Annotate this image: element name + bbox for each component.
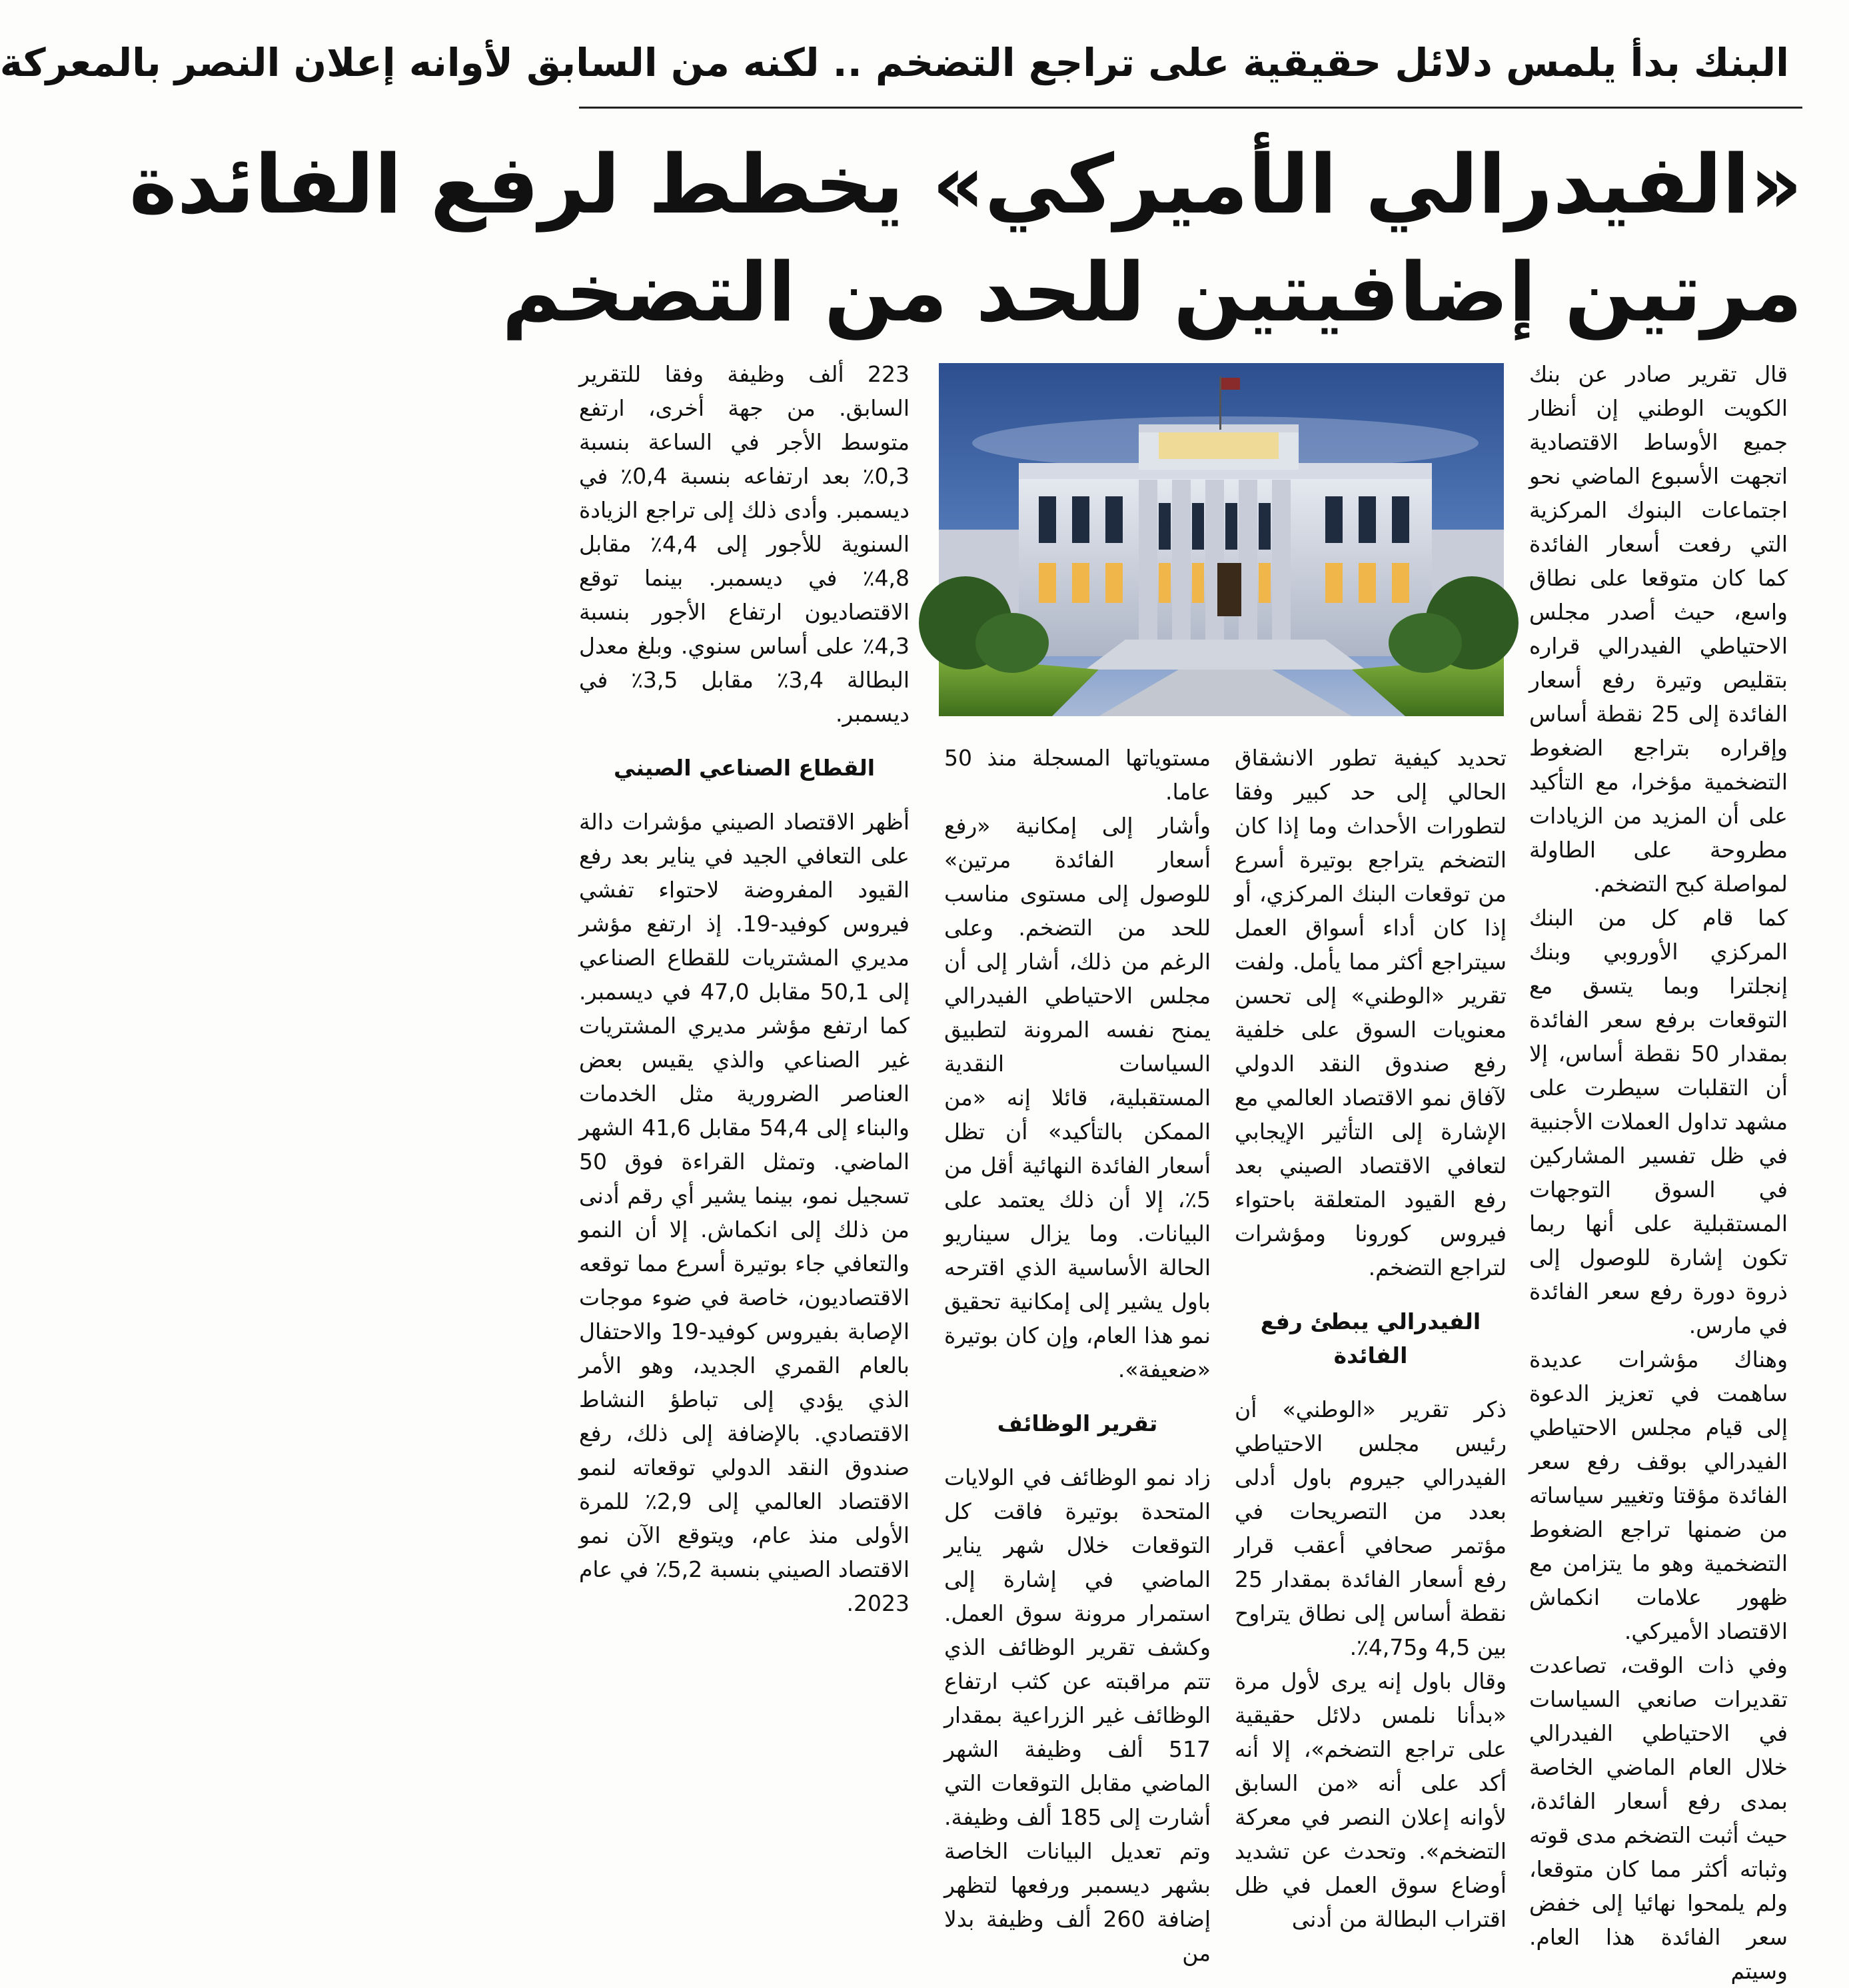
article-column-3 xyxy=(944,741,1211,1966)
section-subheading: القطاع الصناعي الصيني xyxy=(613,755,876,781)
paragraph: ذكر تقرير «الوطني» أن رئيس مجلس الاحتياطي الفيدرالي جيروم باول أدلى بعدد من التصريحات في مؤتمر صحافي أعقب قرار رفع أسعار الفائدة بمقدار 25 نقطة أساس إلى نطاق يتراوح بين 4,5 و4,75٪. xyxy=(1235,1396,1507,1660)
article-column-1 xyxy=(1529,357,1788,1984)
paragraph: 223 ألف وظيفة وفقا للتقرير السابق. من جهة أخرى، ارتفع متوسط الأجر في الساعة بنسبة 0,3٪ بعد ارتفاعه بنسبة 0,4٪ في ديسمبر. وأدى ذلك إلى تراجع الزيادة السنوية للأجور إلى 4,4٪ مقابل 4,8٪ في ديسمبر. بينما توقع الاقتصاديون ارتفاع الأجور بنسبة 4,3٪ على أساس سنوي. وبلغ معدل البطالة 3,4٪ مقابل 3,5٪ في ديسمبر. xyxy=(579,361,910,727)
main-headline xyxy=(129,131,1802,350)
kicker-divider xyxy=(579,107,1802,109)
article-column-4 xyxy=(579,357,910,1812)
headline-line-1: «الفيدرالي الأميركي» يخطط لرفع الفائدة xyxy=(129,137,1802,232)
paragraph: كما قام كل من البنك المركزي الأوروبي وبنك إنجلترا وبما يتسق مع التوقعات برفع سعر الفائدة بمقدار 50 نقطة أساس، إلا أن التقلبات سيطرت على مشهد تداول العملات الأجنبية في ظل تفسير المشاركين في السوق التوجهات المستقبلية على أنها ربما تكون إشارة للوصول إلى ذروة دورة رفع سعر الفائدة في مارس. xyxy=(1529,905,1788,1338)
photo-illustration xyxy=(939,363,1504,716)
section-subheading: الفيدرالي يبطئ رفع الفائدة xyxy=(1260,1308,1481,1368)
paragraph: وفي ذات الوقت، تصاعدت تقديرات صانعي السياسات في الاحتياطي الفيدرالي خلال العام الماضي الخاصة بمدى رفع أسعار الفائدة، حيث أثبت التضخم مدى قوته وثباته أكثر مما كان متوقعا، ولم يلمحوا نهائيا إلى خفض سعر الفائدة هذا العام. وسيتم xyxy=(1529,1652,1788,1984)
section-subheading: تقرير الوظائف xyxy=(997,1410,1158,1436)
paragraph: وهناك مؤشرات عديدة ساهمت في تعزيز الدعوة إلى قيام مجلس الاحتياطي الفيدرالي بوقف رفع سعر الفائدة مؤقتا وتغيير سياساته من ضمنها تراجع الضغوط التضخمية وهو ما يتزامن مع ظهور علامات انكماش الاقتصاد الأميركي. xyxy=(1529,1346,1788,1644)
paragraph: أظهر الاقتصاد الصيني مؤشرات دالة على التعافي الجيد في يناير بعد رفع القيود المفروضة لاحتواء تفشي فيروس كوفيد-19. إذ ارتفع مؤشر مديري المشتريات للقطاع الصناعي إلى 50,1 مقابل 47,0 في ديسمبر. كما ارتفع مؤشر مديري المشتريات غير الصناعي والذي يقيس بعض العناصر الضرورية مثل الخدمات والبناء إلى 54,4 مقابل 41,6 الشهر الماضي. وتمثل القراءة فوق 50 تسجيل نمو، بينما يشير أي رقم أدنى من ذلك إلى انكماش. إلا أن النمو والتعافي جاء بوتيرة أسرع مما توقعه الاقتصاديون، خاصة في ضوء موجات الإصابة بفيروس كوفيد-19 والاحتفال بالعام القمري الجديد، وهو الأمر الذي يؤدي إلى تباطؤ النشاط الاقتصادي. بالإضافة إلى ذلك، رفع صندوق النقد الدولي توقعاته لنمو الاقتصاد العالمي إلى 2,9٪ للمرة الأولى منذ عام، ويتوقع الآن نمو الاقتصاد الصيني بنسبة 5,2٪ في عام 2023. xyxy=(579,809,910,1616)
kicker-subheadline: البنك بدأ يلمس دلائل حقيقية على تراجع التضخم .. لكنه من السابق لأوانه إعلان النصر بالمعركة xyxy=(0,40,1789,85)
paragraph: زاد نمو الوظائف في الولايات المتحدة بوتيرة فاقت كل التوقعات خلال شهر يناير الماضي في إشارة إلى استمرار مرونة سوق العمل. وكشف تقرير الوظائف الذي تتم مراقبته عن كثب ارتفاع الوظائف غير الزراعية بمقدار 517 ألف وظيفة الشهر الماضي مقابل التوقعات التي أشارت إلى 185 ألف وظيفة. وتم تعديل البيانات الخاصة بشهر ديسمبر ورفعها لتظهر إضافة 260 ألف وظيفة بدلا من xyxy=(944,1464,1211,1966)
federal-reserve-building-photo xyxy=(939,363,1504,716)
article-column-2 xyxy=(1235,741,1507,1932)
paragraph: وقال باول إنه يرى لأول مرة «بدأنا نلمس دلائل حقيقية على تراجع التضخم»، إلا أنه أكد على أنه «من السابق لأوانه إعلان النصر في معركة التضخم». وتحدث عن تشديد أوضاع سوق العمل في ظل اقتراب البطالة من أدنى xyxy=(1235,1668,1507,1932)
paragraph: تحديد كيفية تطور الانشقاق الحالي إلى حد كبير وفقا لتطورات الأحداث وما إذا كان التضخم يتراجع بوتيرة أسرع من توقعات البنك المركزي، أو إذا كان أداء أسواق العمل سيتراجع أكثر مما يأمل. ولفت تقرير «الوطني» إلى تحسن معنويات السوق على خلفية رفع صندوق النقد الدولي لآفاق نمو الاقتصاد العالمي مع الإشارة إلى التأثير الإيجابي لتعافي الاقتصاد الصيني بعد رفع القيود المتعلقة باحتواء فيروس كورونا ومؤشرات لتراجع التضخم. xyxy=(1235,745,1507,1280)
headline-line-2: مرتين إضافيتين للحد من التضخم xyxy=(502,245,1802,340)
paragraph: وأشار إلى إمكانية «رفع أسعار الفائدة مرتين» للوصول إلى مستوى مناسب للحد من التضخم. وعلى الرغم من ذلك، أشار إلى أن مجلس الاحتياطي الفيدرالي يمنح نفسه المرونة لتطبيق السياسات النقدية المستقبلية، قائلا إنه «من الممكن بالتأكيد» أن تظل أسعار الفائدة النهائية أقل من 5٪، إلا أن ذلك يعتمد على البيانات. وما يزال سيناريو الحالة الأساسية الذي اقترحه باول يشير إلى إمكانية تحقيق نمو هذا العام، وإن كان بوتيرة «ضعيفة». xyxy=(944,813,1211,1382)
paragraph: مستوياتها المسجلة منذ 50 عاما. xyxy=(944,745,1211,805)
paragraph: قال تقرير صادر عن بنك الكويت الوطني إن أنظار جميع الأوساط الاقتصادية اتجهت الأسبوع الماضي نحو اجتماعات البنوك المركزية التي رفعت أسعار الفائدة كما كان متوقعا على نطاق واسع، حيث أصدر مجلس الاحتياطي الفيدرالي قراره بتقليص وتيرة رفع أسعار الفائدة إلى 25 نقطة أساس وإقراره بتراجع الضغوط التضخمية مؤخرا، مع التأكيد على أن المزيد من الزيادات مطروحة على الطاولة لمواصلة كبح التضخم. xyxy=(1529,361,1788,897)
